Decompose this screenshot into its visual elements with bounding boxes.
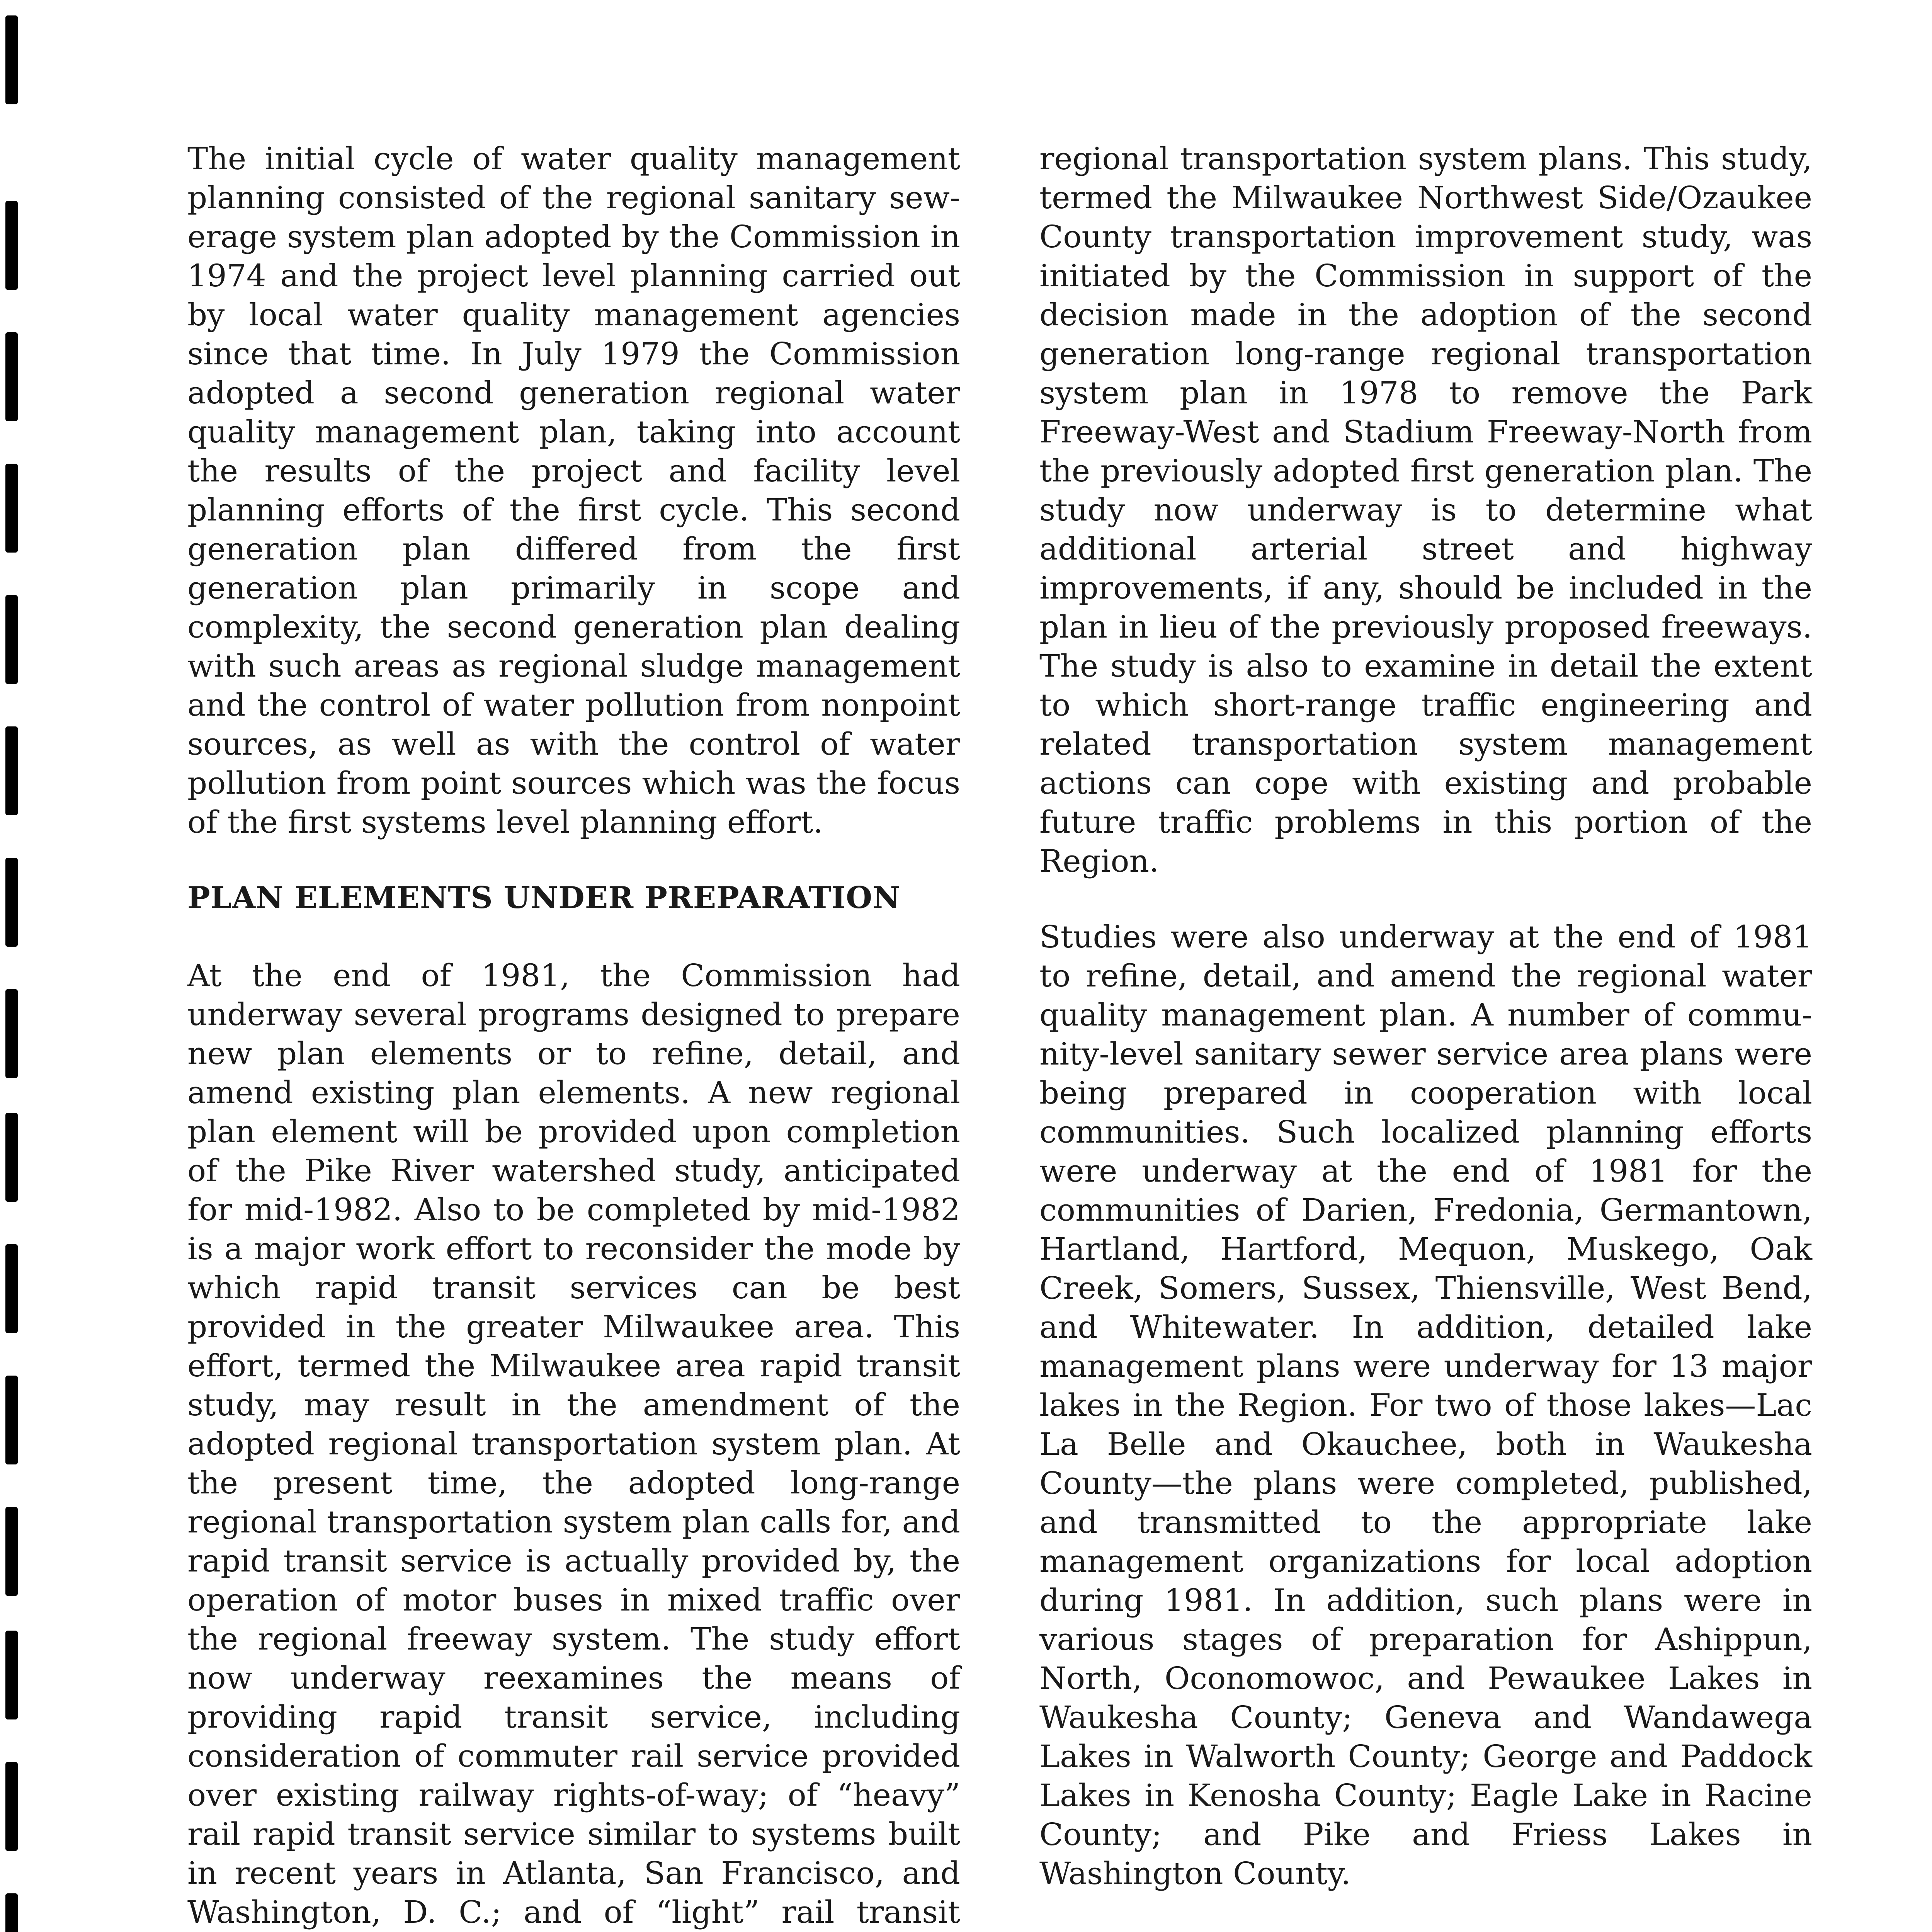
binding-hole: [5, 726, 18, 815]
binding-hole: [5, 1631, 18, 1719]
binding-hole: [5, 989, 18, 1078]
binding-hole: [5, 1893, 18, 1932]
binding-hole: [5, 15, 18, 104]
binding-hole: [5, 1244, 18, 1333]
binding-hole: [5, 858, 18, 947]
left-column: [187, 139, 960, 1932]
binding-hole: [5, 1113, 18, 1202]
binding-hole: [5, 201, 18, 290]
binding-hole: [5, 332, 18, 421]
binding-hole: [5, 1507, 18, 1596]
binding-hole: [5, 464, 18, 553]
body-paragraph: At the end of 1981, the Commission had underway several programs designed to prepare new plan elements or to refine, detail, and amend existing plan elements. A new regional plan element will be provided upon completion of the Pike River watershed study, anticipated for mid-1982. Also to be completed by mid-1982 is a major work effort to reconsider the mode by which rapid transit services can be best provided in the greater Milwaukee area. This effort, termed the Milwaukee area rapid transit study, may result in the amendment of the adopted regional transportation system plan. At the present time, the adopted long-range regional transportation system plan calls for, and rapid transit service is actually provided by, the operation of motor buses in mixed traffic over the regional freeway system. The study effort now underway reexamines the means of providing rapid transit service, including consideration of commuter rail service provided over existing railway rights-of-way; of “heavy” rail rapid transit service similar to systems built in recent years in Atlanta, San Francisco, and Washington, D. C.; and of “light” rail transit: [187, 957, 960, 1930]
body-paragraph: Studies were also underway at the end of 1981 to refine, detail, and amend the regional water quality management plan. A number of community-level sanitary sewer service area plans were being prepared in cooperation with local communities. Such localized planning efforts were underway at the end of 1981 for the communities of Darien, Fredonia, Germantown, Hartland, Hartford, Mequon, Muskego, Oak Creek, Somers, Sussex, Thiensville, West Bend, and Whitewater. In addition, detailed lake management plans were underway for 13 major lakes in the Region. For two of those lakes—Lac La Belle and Okauchee, both in Waukesha County—the plans were completed, published, and transmitted to the appropriate lake management organizations for local adoption during 1981. In addition, such plans were in various stages of preparation for Ashippun, North, Oconomowoc, and Pewaukee Lakes in Waukesha County; Geneva and Wandawega Lakes in Walworth County; George and Paddock Lakes in Kenosha County; Eagle Lake in Racine County; and Pike and Friess Lakes in Washington County.: [1039, 919, 1812, 1891]
binding-hole: [5, 1762, 18, 1851]
binding-hole: [5, 595, 18, 684]
binding-hole: [5, 1376, 18, 1464]
right-column: [1039, 139, 1812, 1932]
binding-holes: [0, 0, 23, 1932]
body-paragraph: The initial cycle of water quality management planning consisted of the regional sanitary sewerage system plan adopted by the Commission in 1974 and the project level planning carried out by local water quality management agencies since that time. In July 1979 the Commission adopted a second generation regional water quality management plan, taking into account the results of the project and facility level planning efforts of the first cycle. This second generation plan differed from the first generation plan primarily in scope and complexity, the second generation plan dealing with such areas as regional sludge management and the control of water pollution from nonpoint sources, as well as with the control of water pollution from point sources which was the focus of the first systems level planning effort.: [187, 141, 960, 840]
body-paragraph: regional transportation system plans. This study, termed the Milwaukee Northwest Side/Ozaukee County transportation improvement study, was initiated by the Commission in support of the decision made in the adoption of the second generation long-range regional transportation system plan in 1978 to remove the Park Freeway-West and Stadium Freeway-North from the previously adopted first generation plan. The study now underway is to determine what additional arterial street and highway improvements, if any, should be included in the plan in lieu of the previously proposed freeways. The study is also to examine in detail the extent to which short-range traffic engineering and related transportation system management actions can cope with existing and probable future traffic problems in this portion of the Region.: [1039, 141, 1812, 879]
section-heading: PLAN ELEMENTS UNDER PREPARATION: [187, 880, 901, 915]
